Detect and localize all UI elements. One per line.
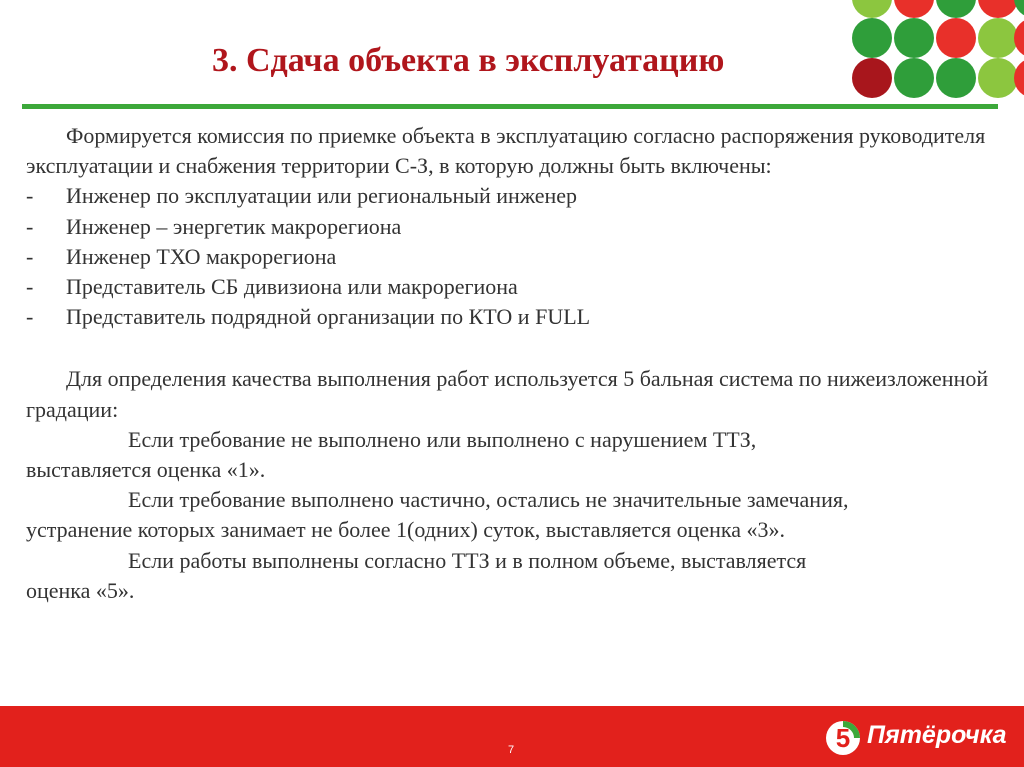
pyaterochka-logo [823,716,1007,760]
title-divider [22,104,998,109]
list-dash: - [26,213,34,239]
criterion-text: Если требование не выполнено или выполнено с нарушением ТТЗ, [128,426,757,452]
dot [978,58,1018,98]
logo-digit: 5 [835,723,851,753]
list-item-text: Представитель СБ дивизиона или макрорегиона [66,274,518,300]
criterion-continuation: выставляется оценка «1». [26,457,266,483]
list-dash: - [26,243,34,269]
dot [936,58,976,98]
criterion-text: Если работы выполнены согласно ТТЗ и в полном объеме, выставляется [128,547,807,573]
dot [1014,0,1024,18]
dot [1014,58,1024,98]
dot [852,58,892,98]
list-dash: - [26,183,34,209]
logo-wordmark: Пятёрочка [867,721,1007,749]
paragraph-spacer [26,332,1006,364]
criterion-line [26,485,1006,515]
dot [978,18,1018,58]
page-number: 7 [508,744,515,756]
dot [894,58,934,98]
criterion-continuation: устранение которых занимает не более 1(одних) суток, выставляется оценка «3». [26,517,785,543]
list-item-text: Представитель подрядной организации по КТО и FULL [66,304,591,330]
criteria-list [26,425,1006,606]
list-item [26,242,1006,272]
slide-title: 3. Сдача объекта в эксплуатацию [212,42,725,79]
list-item [26,302,1006,332]
list-dash: - [26,274,34,300]
slide-body [26,121,1006,606]
logo-badge-icon [823,718,863,758]
member-list [26,181,1006,332]
list-dash: - [26,304,34,330]
list-item-text: Инженер по эксплуатации или региональный инженер [66,183,578,209]
dot [894,0,934,18]
dot [852,0,892,18]
list-item [26,181,1006,211]
list-item [26,212,1006,242]
dot [978,0,1018,18]
list-item-text: Инженер – энергетик макрорегиона [66,213,402,239]
dot [894,18,934,58]
list-item [26,272,1006,302]
criterion-line [26,546,1006,576]
dot [936,18,976,58]
criterion-text: Если требование выполнено частично, остались не значительные замечания, [128,487,849,513]
list-item-text: Инженер ТХО макрорегиона [66,243,337,269]
criterion-line [26,425,1006,455]
grading-intro: Для определения качества выполнения работ используется 5 бальная система по нижеизложенной градации: [26,366,989,422]
dot [1014,18,1024,58]
dot [852,18,892,58]
dot [936,0,976,18]
commission-intro: Формируется комиссия по приемке объекта в эксплуатацию согласно распоряжения руководителя эксплуатации и снабжения территории С-З, в которую должны быть включены: [26,123,986,179]
criterion-continuation: оценка «5». [26,577,135,603]
